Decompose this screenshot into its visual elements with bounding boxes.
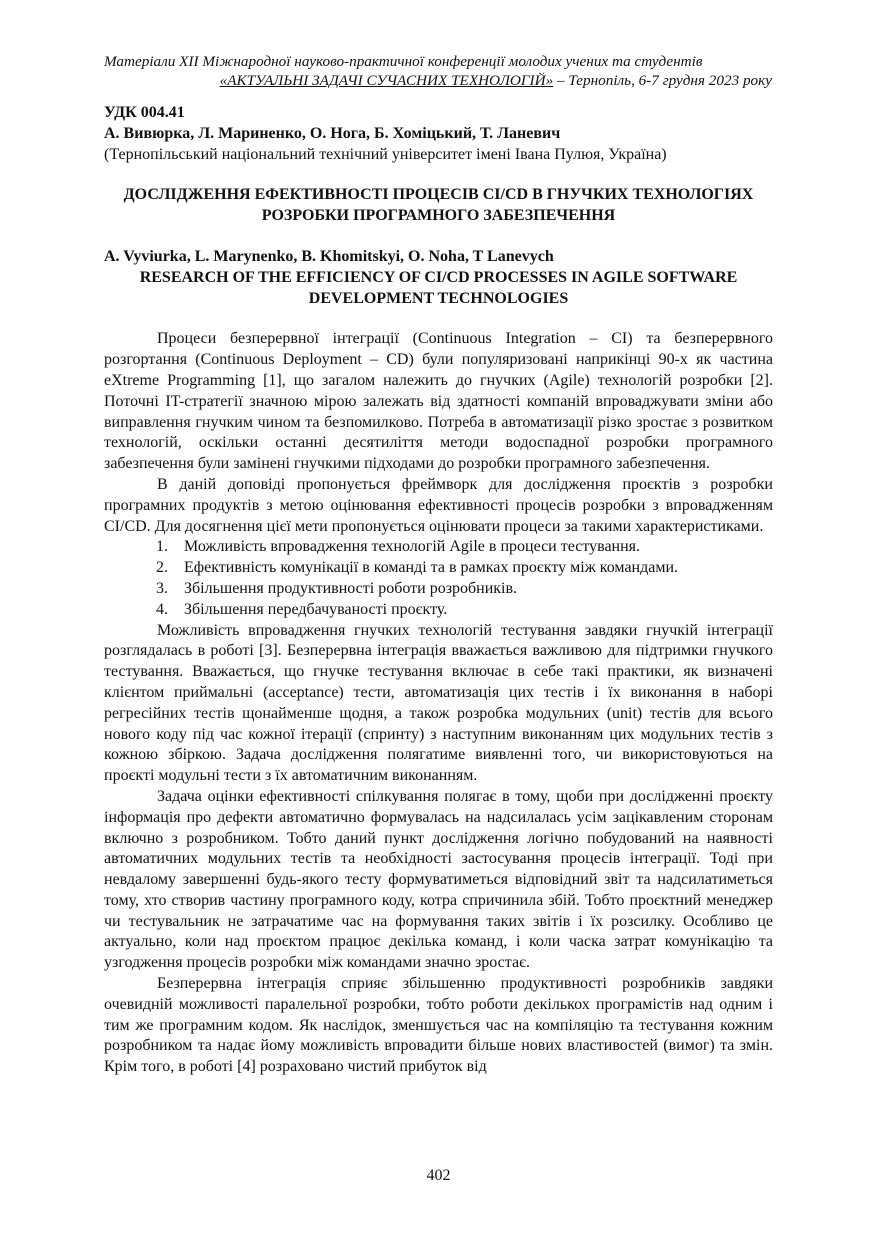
- article-body: [104, 329, 773, 1078]
- authors-en: A. Vyviurka, L. Marynenko, B. Khomitskyi, O. Noha, T Lanevych: [104, 247, 554, 265]
- running-header: [104, 52, 772, 90]
- paragraph: В даній доповіді пропонується фреймворк для дослідження проєктів з розробки програмних продуктів з метою оцінювання ефективності процесів розробки з впровадженням CI/CD. Для досягнення цієї мети пропонується оцінювати процеси за такими характеристиками.: [104, 475, 773, 535]
- header-line-2: [104, 71, 772, 90]
- list-item-number: 4.: [156, 600, 168, 618]
- page-number: 402: [426, 1167, 451, 1184]
- list-item: [104, 579, 773, 600]
- list-item-number: 3.: [156, 579, 168, 597]
- list-item-number: 2.: [156, 559, 168, 577]
- list-item: [104, 558, 773, 579]
- characteristics-list: [104, 537, 773, 620]
- paragraph: Процеси безперервної інтеграції (Continuous Integration – CI) та безперервного розгортання (Continuous Deployment – CD) були популяризовані наприкінці 90-х як частина eXtreme Programming [1], що загалом належить до гнучких (Agile) технологій розробки [2]. Поточні IT-стратегії значною мірою залежать від здатності компаній впроваджувати зміни або виправлення гнучким чином та безпомилково. Потреба в автоматизації різко зростає з розвитком технологій, оскільки останні десятиліття методи водоспадної розробки програмного забезпечення були замінені гнучкими підходами до розробки програмного забезпечення.: [104, 330, 773, 473]
- authors-ua: А. Вивюрка, Л. Мариненко, О. Нога, Б. Хоміцький, Т. Ланевич: [104, 124, 561, 142]
- conference-location-date: – Тернопіль, 6-7 грудня 2023 року: [553, 72, 772, 89]
- title-en: RESEARCH OF THE EFFICIENCY OF CI/CD PROCESSES IN AGILE SOFTWARE DEVELOPMENT TECHNOLOGIES: [139, 268, 738, 307]
- list-item-text: Збільшення передбачуваності проєкту.: [184, 600, 448, 618]
- list-item: [104, 600, 773, 621]
- paragraph: Безперервна інтеграція сприяє збільшенню продуктивності розробників завдяки очевидній можливості паралельної розробки, тобто роботи декількох програмістів над одним і тим же програмним кодом. Як наслідок, зменшується час на компіляцію та тестування кожним розробником та надає йому можливість впровадити більше нових властивостей (вимог) та змін. Крім того, в роботі [4] розраховано чистий прибуток від: [104, 975, 773, 1076]
- conference-name: «АКТУАЛЬНІ ЗАДАЧІ СУЧАСНИХ ТЕХНОЛОГІЙ»: [219, 72, 554, 89]
- udk-code: УДК 004.41: [104, 104, 185, 121]
- list-item-text: Збільшення продуктивності роботи розробників.: [184, 579, 518, 597]
- paragraph: Можливість впровадження гнучких технологій тестування завдяки гнучкій інтеграції розглядалась в роботі [3]. Безперервна інтеграція вважається важливою для підтримки гнучкого тестування. Вважається, що гнучке тестування включає в себе такі практики, як визначені клієнтом приймальні (acceptance) тести, автоматизація цих тестів і їх виконання в наборі регресійних тестів щонайменше щодня, а також розробка модульних (unit) тестів для всього нового коду під час кожної ітерації (спринту) з наступним виконанням цих модульних тестів з кожною збіркою. Задача дослідження полягатиме виявленні того, чи використовуються на проєкті модульні тести з їх автоматичним виконанням.: [104, 621, 773, 785]
- paragraph: Задача оцінки ефективності спілкування полягає в тому, щоби при дослідженні проєкту інформація про дефекти автоматично формувалась на надсилалась усім зацікавленим сторонам включно з розробником. Тобто даний пункт дослідження логічно побудований на наявності автоматичних модульних тестів та необхідності застосування процесів інтеграції. Тоді при невдалому завершенні будь-якого тесту формуватиметься відповідний звіт та надсилатиметься тому, хто створив частину програмного коду, котра спричинила збій. Тобто проєктний менеджер чи тестувальник не затрачатиме час на формування таких звітів і їх розсилку. Особливо це актуально, коли над проєктом працює декілька команд, і коли часка затрат комунікацію та узгодження процесів розробки між командами значно зростає.: [104, 787, 773, 972]
- list-item-text: Можливість впровадження технологій Agile в процеси тестування.: [184, 538, 641, 556]
- affiliation: (Тернопільський національний технічний університет імені Івана Пулюя, Україна): [104, 145, 667, 163]
- list-item: [104, 537, 773, 558]
- list-item-text: Ефективність комунікації в команді та в рамках проєкту між командами.: [184, 559, 679, 577]
- title-ua: ДОСЛІДЖЕННЯ ЕФЕКТИВНОСТІ ПРОЦЕСІВ СІ/CD В ГНУЧКИХ ТЕХНОЛОГІЯХ РОЗРОБКИ ПРОГРАМНОГО ЗАБЕЗПЕЧЕННЯ: [123, 186, 754, 225]
- article: [104, 103, 773, 1078]
- list-item-number: 1.: [156, 538, 168, 556]
- header-line-1: Матеріали XII Міжнародної науково-практичної конференції молодих учених та студентів: [104, 53, 703, 70]
